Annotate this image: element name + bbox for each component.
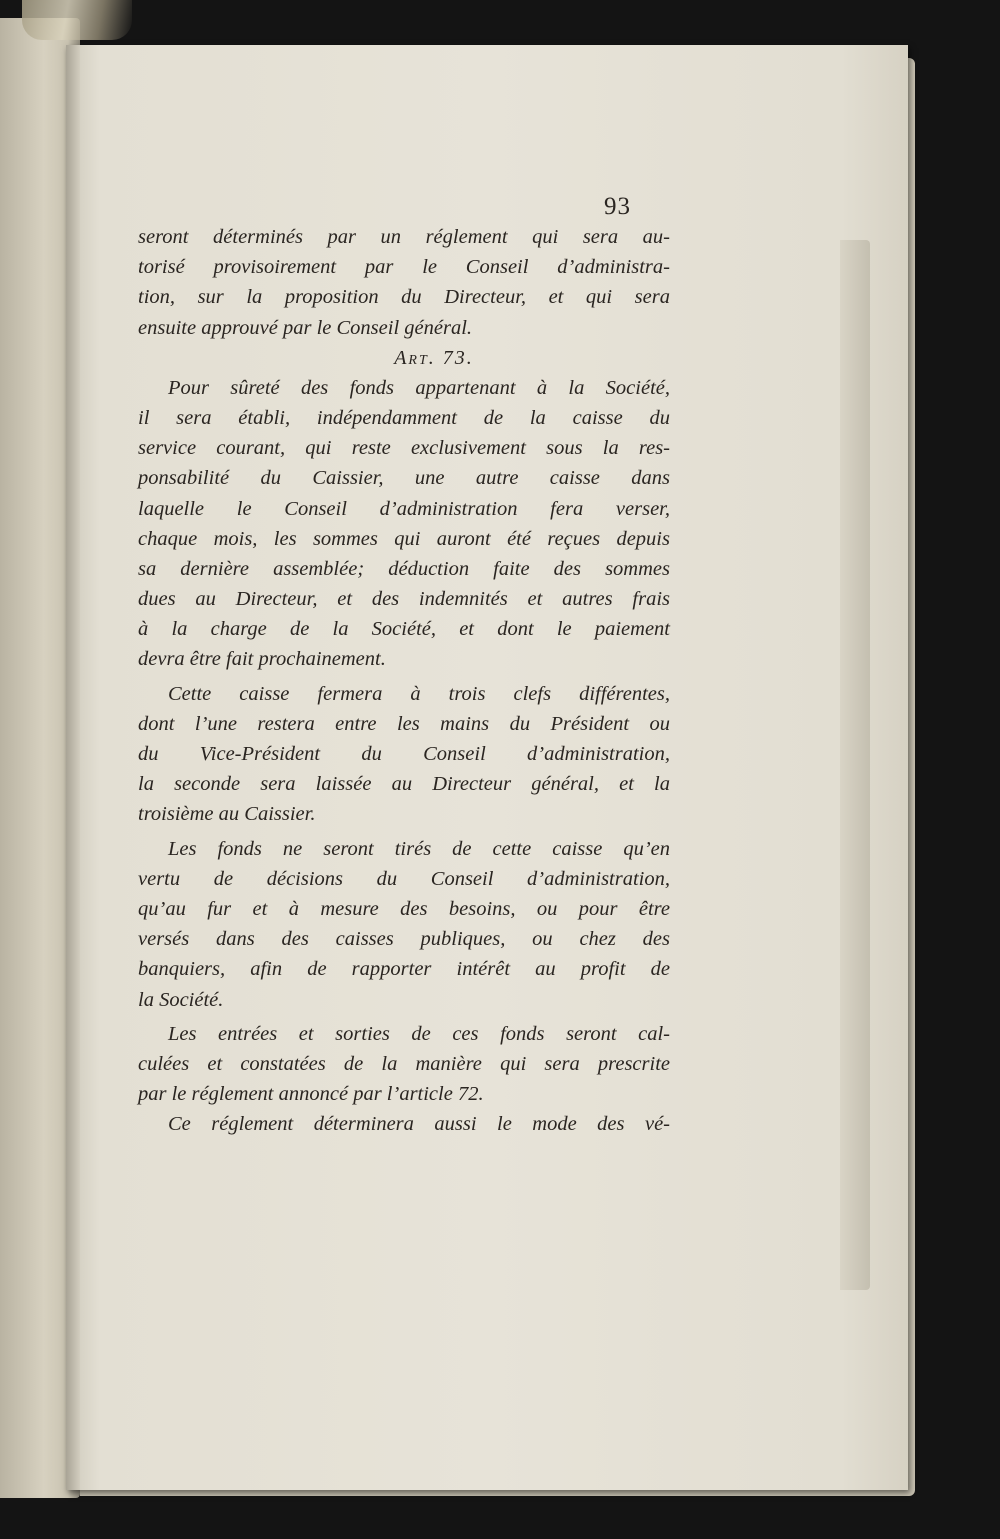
article-heading-label: Art. 73. [394, 346, 474, 369]
text-line: du Vice-Président du Conseil d’administration, [138, 743, 670, 765]
text-line: laquelle le Conseil d’administration fera verser, [138, 497, 670, 520]
text-line: culées et constatées de la manière qui sera prescrite [138, 1052, 670, 1075]
text-line: troisième au Caissier. [138, 803, 316, 826]
page-gutter [66, 45, 80, 1490]
text-line: Les fonds ne seront tirés de cette caisse qu’en [168, 837, 670, 860]
page-number: 93 [604, 193, 631, 220]
text-line: ponsabilité du Caissier, une autre caisse dans [138, 467, 670, 490]
text-line: vertu de décisions du Conseil d’administration, [138, 867, 670, 890]
text-line: service courant, qui reste exclusivement sous la res- [138, 437, 670, 460]
text-line: Cette caisse fermera à trois clefs différentes, [168, 682, 670, 705]
text-line: versés dans des caisses publiques, ou chez des [138, 928, 670, 951]
text-line: seront déterminés par un réglement qui sera au- [138, 226, 670, 248]
binding-string [22, 0, 132, 40]
article-text [138, 222, 670, 1139]
text-line: sa dernière assemblée; déduction faite des sommes [138, 557, 670, 580]
text-line: ensuite approuvé par le Conseil général. [138, 316, 473, 339]
text-line: dues au Directeur, et des indemnités et autres frais [138, 588, 670, 611]
text-line: Pour sûreté des fonds appartenant à la Société, [168, 376, 670, 399]
text-line: Les entrées et sorties de ces fonds seront cal- [168, 1022, 670, 1045]
page-edge-flap [840, 240, 870, 1290]
article-heading [138, 343, 670, 373]
text-line: par le réglement annoncé par l’article 72. [138, 1083, 484, 1106]
text-line: la seconde sera laissée au Directeur général, et la [138, 773, 670, 796]
text-line: qu’au fur et à mesure des besoins, ou pour être [138, 897, 670, 920]
text-line: torisé provisoirement par le Conseil d’administra- [138, 256, 670, 279]
text-line: à la charge de la Société, et dont le paiement [138, 618, 670, 641]
text-line: Ce réglement déterminera aussi le mode des vé- [168, 1113, 670, 1136]
text-line: la Société. [138, 988, 224, 1011]
text-line: chaque mois, les sommes qui auront été reçues depuis [138, 527, 670, 550]
text-line: dont l’une restera entre les mains du Président ou [138, 712, 670, 735]
text-line: banquiers, afin de rapporter intérêt au profit de [138, 958, 670, 981]
text-line: il sera établi, indépendamment de la caisse du [138, 406, 670, 429]
text-line: devra être fait prochainement. [138, 648, 386, 671]
text-line: tion, sur la proposition du Directeur, et qui sera [138, 286, 670, 309]
